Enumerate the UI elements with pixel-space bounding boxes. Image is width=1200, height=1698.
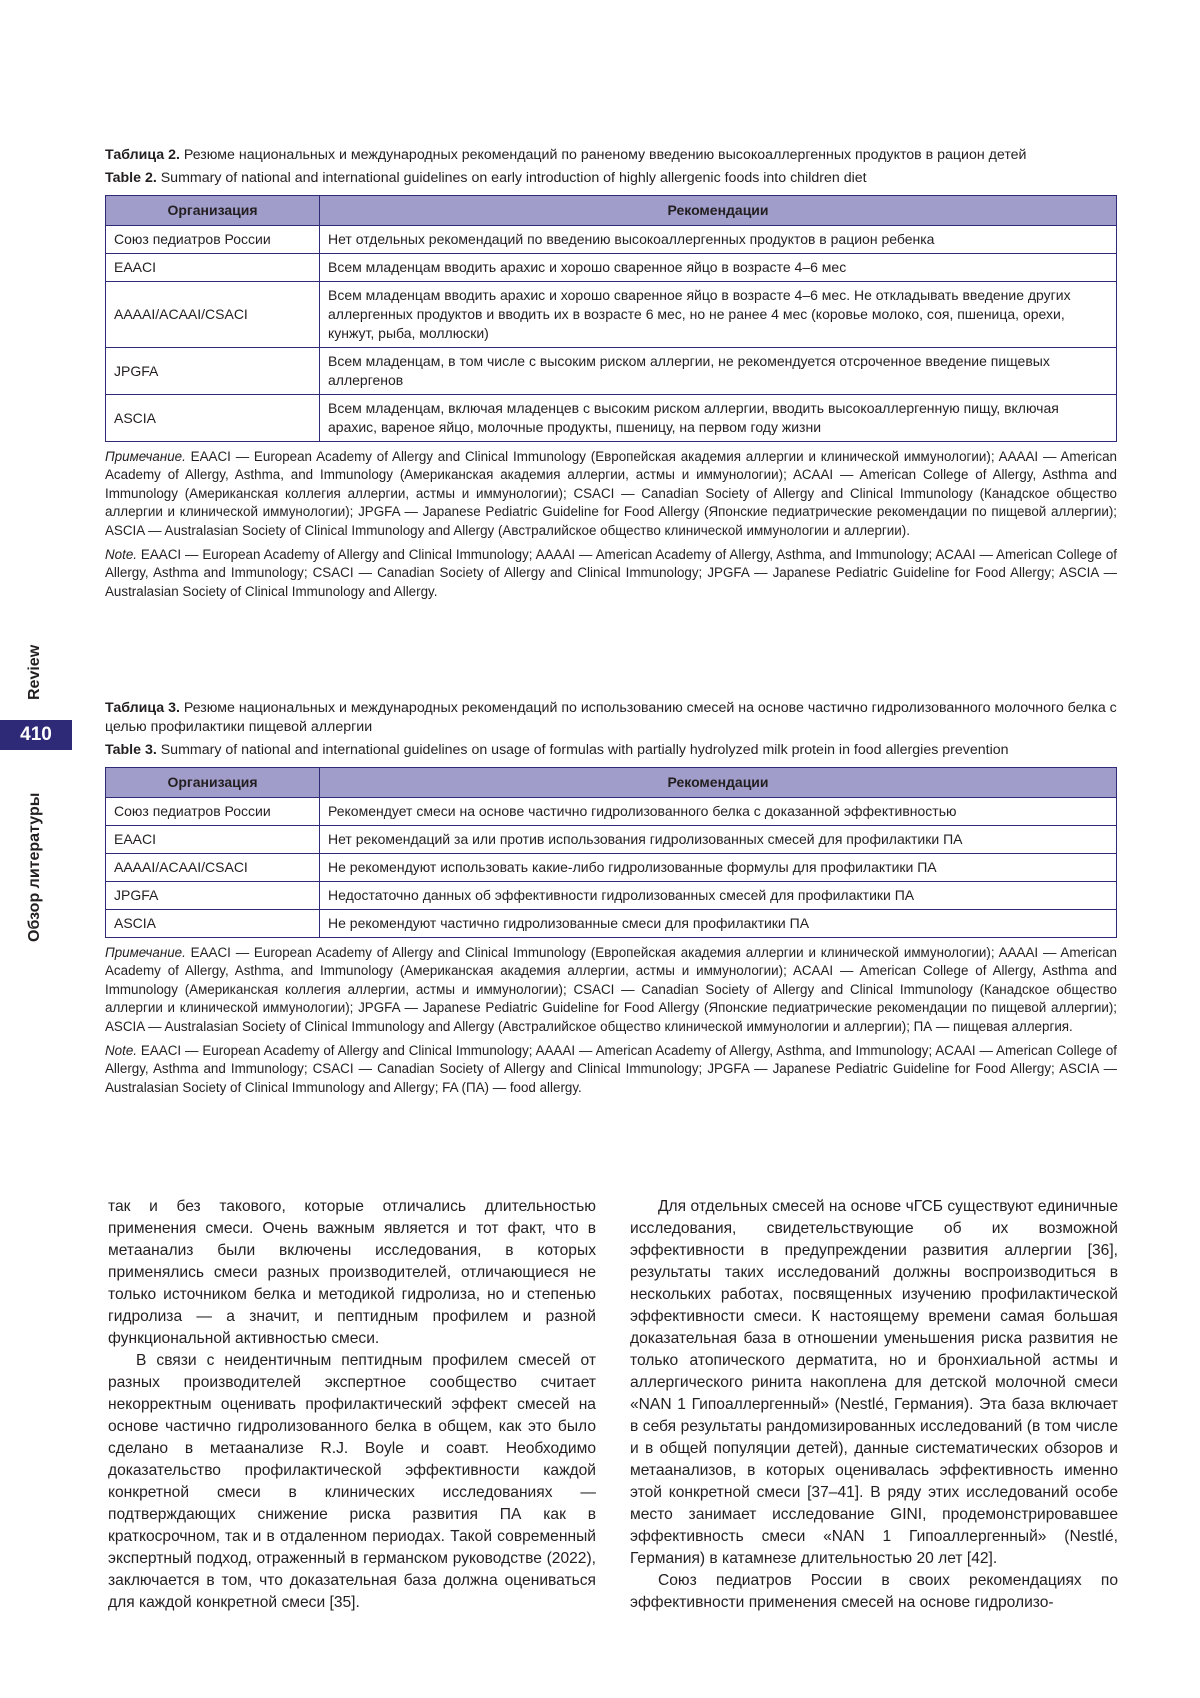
- cell-recommendation: Нет рекомендаций за или против использования гидролизованных смесей для профилактики ПА: [320, 826, 1117, 854]
- table2: [105, 195, 1117, 442]
- table3-note-en: [105, 1042, 1117, 1097]
- table-row: [106, 910, 1117, 938]
- cell-recommendation: Рекомендует смеси на основе частично гидролизованного белка с доказанной эффективностью: [320, 798, 1117, 826]
- cell-organization: EAACI: [106, 254, 320, 282]
- table-row: [106, 282, 1117, 348]
- body-paragraph: Для отдельных смесей на основе чГСБ существуют единичные исследования, свидетельствующие об их возможной эффективности в предупреждении развития аллергии [36], результаты таких исследований должны воспроизводиться в нескольких работах, посвященных изучению профилактической эффективности смеси. К настоящему времени самая большая доказательная база в отношении уменьшения риска развития не только атопического дерматита, но и бронхиальной астмы и аллергического ринита накоплена для детской молочной смеси «NAN 1 Гипоаллергенный» (Nestlé, Германия). Эта база включает в себя результаты рандомизированных исследований (в том числе и в общей популяции детей), данные систематических обзоров и метаанализов, в которых оценивалась эффективность именно этой конкретной смеси [37–41]. В ряду этих исследований особе место занимает исследование GINI, продемонстрировавшее эффективность смеси «NAN 1 Гипоаллергенный» (Nestlé, Германия) в катамнезе длительностью 20 лет [42].: [630, 1198, 1118, 1567]
- column-header-recommendations: Рекомендации: [320, 768, 1117, 798]
- cell-recommendation: Недостаточно данных об эффективности гидролизованных смесей для профилактики ПА: [320, 882, 1117, 910]
- table-row: [106, 226, 1117, 254]
- body-paragraph: В связи с неидентичным пептидным профилем смесей от разных производителей экспертное сообщество считает некорректным оценивать профилактический эффект смесей на основе частично гидролизованного белка в общем, как это было сделано в метаанализе R.J. Boyle и соавт. Необходимо доказательство профилактической эффективности каждой конкретной смеси в клинических исследованиях — подтверждающих снижение риска развития ПА как в краткосрочном, так и в отдаленном периодах. Такой современный экспертный подход, отраженный в германском руководстве (2022), заключается в том, что доказательная база должна оцениваться для каждой конкретной смеси [35].: [108, 1352, 596, 1611]
- body-right-column: [630, 1196, 1118, 1614]
- cell-organization: Союз педиатров России: [106, 798, 320, 826]
- table-row: [106, 348, 1117, 395]
- body-paragraph: Союз педиатров России в своих рекомендациях по эффективности применения смесей на основе гидролизо-: [630, 1572, 1118, 1611]
- side-strip: [0, 0, 80, 1698]
- table-row: [106, 798, 1117, 826]
- table2-note-en-label: Note.: [105, 547, 138, 563]
- body-left-column: [108, 1196, 596, 1614]
- table-header-row: [106, 768, 1117, 798]
- column-header-organization: Организация: [106, 196, 320, 226]
- cell-recommendation: Не рекомендуют частично гидролизованные смеси для профилактики ПА: [320, 910, 1117, 938]
- cell-organization: ASCIA: [106, 910, 320, 938]
- table2-note-ru-text: EAACI — European Academy of Allergy and Clinical Immunology (Европейская академия аллергии и клинической иммунологии); AAAAI — American Academy of Allergy, Asthma, and Immunology (Американская академия аллергии, астмы и иммунологии); ACAAI — American College of Allergy, Asthma and Immunology (Американская коллегия аллергии, астмы и иммунологии); CSACI — Canadian Society of Allergy and Clinical Immunology (Канадское общество аллергии и клинической иммунологии); JPGFA — Japanese Pediatric Guideline for Food Allergy (Японские педиатрические рекомендации по пищевой аллергии); ASCIA — Australasian Society of Clinical Immunology and Allergy (Австралийское общество клинической иммунологии и аллергии).: [105, 449, 1117, 538]
- table2-note-ru: [105, 448, 1117, 540]
- table3-note-en-label: Note.: [105, 1043, 138, 1059]
- table-row: [106, 254, 1117, 282]
- table-row: [106, 882, 1117, 910]
- cell-recommendation: Всем младенцам, включая младенцев с высоким риском аллергии, вводить высокоаллергенную пищу, включая арахис, вареное яйцо, молочные продукты, пшеницу, на первом году жизни: [320, 395, 1117, 442]
- cell-organization: JPGFA: [106, 882, 320, 910]
- table3-block: [105, 699, 1117, 1097]
- table2-caption-en: [105, 169, 1117, 188]
- table3-note-ru: [105, 944, 1117, 1036]
- table2-caption-ru-text: Резюме национальных и международных рекомендаций по раненому введению высокоаллергенных продуктов в рацион детей: [179, 147, 1027, 163]
- table3-caption-ru: [105, 699, 1117, 737]
- table-row: [106, 854, 1117, 882]
- page-number: 410: [0, 720, 72, 750]
- body-paragraph: так и без такового, которые отличались длительностью применения смеси. Очень важным является и тот факт, что в метаанализ были включены исследования, в которых применялись смеси разных производителей, отличающиеся не только источником белка и методикой гидролиза, но и степенью гидролиза — а значит, и пептидным профилем и разной функциональной активностью смеси.: [108, 1198, 596, 1347]
- table3-caption-en-label: Table 3.: [105, 742, 157, 758]
- column-header-organization: Организация: [106, 768, 320, 798]
- cell-recommendation: Всем младенцам вводить арахис и хорошо сваренное яйцо в возрасте 4–6 мес. Не откладывать введение других аллергенных продуктов и вводить их в возрасте 6 мес, но не ранее 4 мес (коровье молоко, соя, пшеница, орехи, кунжут, рыба, моллюски): [320, 282, 1117, 348]
- table2-caption-en-label: Table 2.: [105, 170, 157, 186]
- table2-note-en-text: EAACI — European Academy of Allergy and Clinical Immunology; AAAAI — American Academy of Allergy, Asthma, and Immunology; ACAAI — American College of Allergy, Asthma and Immunology; CSACI — Canadian Society of Allergy and Clinical Immunology; JPGFA — Japanese Pediatric Guideline for Food Allergy; ASCIA — Australasian Society of Clinical Immunology and Allergy.: [105, 547, 1117, 599]
- cell-organization: ASCIA: [106, 395, 320, 442]
- cell-recommendation: Всем младенцам вводить арахис и хорошо сваренное яйцо в возрасте 4–6 мес: [320, 254, 1117, 282]
- table2-block: [105, 146, 1117, 601]
- cell-organization: Союз педиатров России: [106, 226, 320, 254]
- journal-section-ru: Обзор литературы: [26, 792, 43, 942]
- cell-organization: AAAAI/ACAAI/CSACI: [106, 854, 320, 882]
- cell-recommendation: Не рекомендуют использовать какие-либо гидролизованные формулы для профилактики ПА: [320, 854, 1117, 882]
- table-row: [106, 826, 1117, 854]
- table3-note-en-text: EAACI — European Academy of Allergy and Clinical Immunology; AAAAI — American Academy of Allergy, Asthma, and Immunology; ACAAI — American College of Allergy, Asthma and Immunology; CSACI — Canadian Society of Allergy and Clinical Immunology; JPGFA — Japanese Pediatric Guideline for Food Allergy; ASCIA — Australasian Society of Clinical Immunology and Allergy; FA (ПА) — food allergy.: [105, 1043, 1117, 1095]
- column-header-recommendations: Рекомендации: [320, 196, 1117, 226]
- table3-caption-ru-label: Таблица 3.: [105, 700, 180, 716]
- table2-note-ru-label: Примечание.: [105, 449, 186, 464]
- table3-caption-en: [105, 741, 1117, 760]
- table-header-row: [106, 196, 1117, 226]
- table2-caption-en-text: Summary of national and international guidelines on early introduction of highly allergenic foods into children diet: [156, 170, 867, 186]
- table3-caption-ru-text: Резюме национальных и международных рекомендаций по использованию смесей на основе частично гидролизованного молочного белка с целью профилактики пищевой аллергии: [105, 700, 1117, 735]
- cell-recommendation: Нет отдельных рекомендаций по введению высокоаллергенных продуктов в рацион ребенка: [320, 226, 1117, 254]
- table3: [105, 767, 1117, 938]
- cell-organization: EAACI: [106, 826, 320, 854]
- cell-organization: AAAAI/ACAAI/CSACI: [106, 282, 320, 348]
- journal-section-en: Review: [26, 644, 43, 700]
- table3-note-ru-label: Примечание.: [105, 945, 186, 960]
- cell-organization: JPGFA: [106, 348, 320, 395]
- table3-caption-en-text: Summary of national and international guidelines on usage of formulas with partially hydrolyzed milk protein in food allergies prevention: [156, 742, 1009, 758]
- table3-note-ru-text: EAACI — European Academy of Allergy and Clinical Immunology (Европейская академия аллергии и клинической иммунологии); AAAAI — American Academy of Allergy, Asthma, and Immunology (Американская академия аллергии, астмы и иммунологии); ACAAI — American College of Allergy, Asthma and Immunology (Американская коллегия аллергии, астмы и иммунологии); CSACI — Canadian Society of Allergy and Clinical Immunology (Канадское общество аллергии и клинической иммунологии); JPGFA — Japanese Pediatric Guideline for Food Allergy (Японские педиатрические рекомендации по пищевой аллергии); ASCIA — Australasian Society of Clinical Immunology and Allergy (Австралийское общество клинической иммунологии и аллергии); ПА — пищевая аллергия.: [105, 945, 1117, 1034]
- table-row: [106, 395, 1117, 442]
- table2-note-en: [105, 546, 1117, 601]
- table2-caption-ru-label: Таблица 2.: [105, 147, 180, 163]
- cell-recommendation: Всем младенцам, в том числе с высоким риском аллергии, не рекомендуется отсроченное введение пищевых аллергенов: [320, 348, 1117, 395]
- table2-caption-ru: [105, 146, 1117, 165]
